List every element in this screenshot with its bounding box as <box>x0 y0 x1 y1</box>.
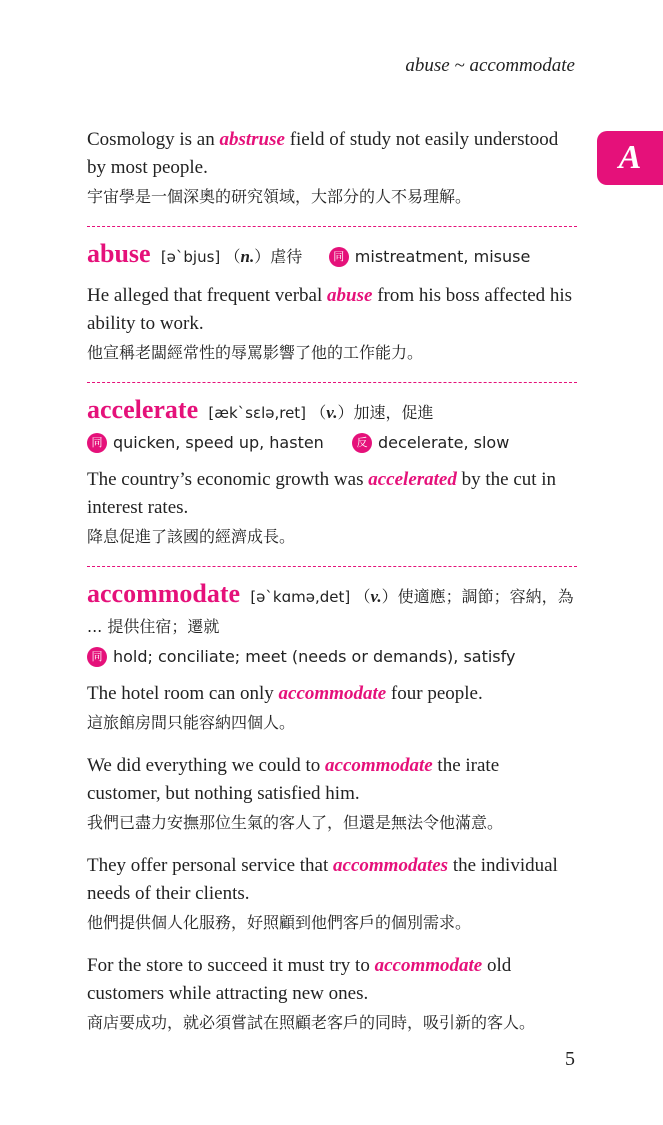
example-zh: 他們提供個人化服務，好照顧到他們客戶的個別需求。 <box>87 913 472 932</box>
antonym-badge-icon: 反 <box>352 433 372 453</box>
example <box>87 466 577 550</box>
synonyms: quicken, speed up, hasten <box>113 433 324 452</box>
headword: abuse <box>87 239 151 268</box>
entry-accelerate <box>87 395 577 550</box>
example <box>87 852 577 936</box>
part-of-speech: v. <box>326 403 338 422</box>
example-highlight: accommodate <box>278 683 387 704</box>
example-highlight: abuse <box>327 285 373 306</box>
example <box>87 680 577 736</box>
example-zh: 降息促進了該國的經濟成長。 <box>87 527 296 546</box>
page-number: 5 <box>565 1048 575 1070</box>
example-highlight: abstruse <box>219 129 285 150</box>
entry-head: accommodate [ə`kɑmə,det] （v.）使適應；調節；容納，為 ... 提供住宿；遷就 <box>87 579 574 636</box>
definition-zh: 使適應；調節；容納，為 ... 提供住宿；遷就 <box>87 587 574 636</box>
example-highlight: accommodate <box>374 955 483 976</box>
example-highlight: accommodates <box>333 855 449 876</box>
example-en: Cosmology is an abstruse field of study not easily understood by most people. <box>87 129 559 178</box>
pronunciation: [æk`sɛlə,ret] <box>208 404 307 422</box>
example <box>87 952 577 1036</box>
antonyms: decelerate, slow <box>378 433 510 452</box>
definition-zh: 加速，促進 <box>353 403 434 422</box>
example-en: The country’s economic growth was accelerated by the cut in interest rates. <box>87 469 557 518</box>
part-of-speech: v. <box>370 587 382 606</box>
example-en: He alleged that frequent verbal abuse from his boss affected his ability to work. <box>87 285 573 334</box>
part-of-speech: n. <box>240 247 255 266</box>
entry-divider <box>87 382 577 383</box>
entry-accommodate <box>87 579 577 1036</box>
definition-zh: 虐待 <box>270 247 303 266</box>
synonym-line <box>87 642 577 672</box>
entry-divider <box>87 226 577 227</box>
synonyms: hold; conciliate; meet (needs or demands), satisfy <box>113 647 516 666</box>
entry-head: accelerate [æk`sɛlə,ret] （v.）加速，促進 <box>87 395 434 424</box>
entry-head: abuse [ə`bjus] （n.）虐待 同 mistreatment, misuse <box>87 239 531 268</box>
example-en: The hotel room can only accommodate four people. <box>87 683 483 704</box>
example-zh: 這旅館房間只能容納四個人。 <box>87 713 296 732</box>
synonym-antonym-line <box>87 428 577 458</box>
example-zh: 商店要成功，就必須嘗試在照顧老客戶的同時，吸引新的客人。 <box>87 1013 536 1032</box>
synonyms: mistreatment, misuse <box>354 247 531 266</box>
intro-example <box>87 126 577 210</box>
example-zh: 他宣稱老闆經常性的辱罵影響了他的工作能力。 <box>87 343 424 362</box>
synonym-badge-icon: 同 <box>87 647 107 667</box>
headword: accelerate <box>87 395 199 424</box>
synonym-badge-icon: 同 <box>329 247 349 267</box>
headword: accommodate <box>87 579 241 608</box>
example-en: For the store to succeed it must try to accommodate old customers while attracting new ones. <box>87 955 512 1004</box>
example-zh: 宇宙學是一個深奧的研究領域，大部分的人不易理解。 <box>87 187 472 206</box>
example-zh: 我們已盡力安撫那位生氣的客人了，但還是無法令他滿意。 <box>87 813 504 832</box>
running-head: abuse ~ accommodate <box>405 55 575 76</box>
pronunciation: [ə`bjus] <box>160 248 221 266</box>
example-highlight: accelerated <box>368 469 457 490</box>
entry-abuse <box>87 239 577 366</box>
example-highlight: accommodate <box>325 755 433 776</box>
example <box>87 282 577 366</box>
pronunciation: [ə`kɑmə,det] <box>250 588 351 606</box>
synonym-badge-icon: 同 <box>87 433 107 453</box>
example <box>87 752 577 836</box>
example-en: We did everything we could to accommodate the irate customer, but nothing satisfied him. <box>87 755 500 804</box>
letter-thumb-tab: A <box>597 131 663 185</box>
dictionary-content <box>87 126 577 1052</box>
entry-divider <box>87 566 577 567</box>
example-en: They offer personal service that accommodates the individual needs of their clients. <box>87 855 558 904</box>
